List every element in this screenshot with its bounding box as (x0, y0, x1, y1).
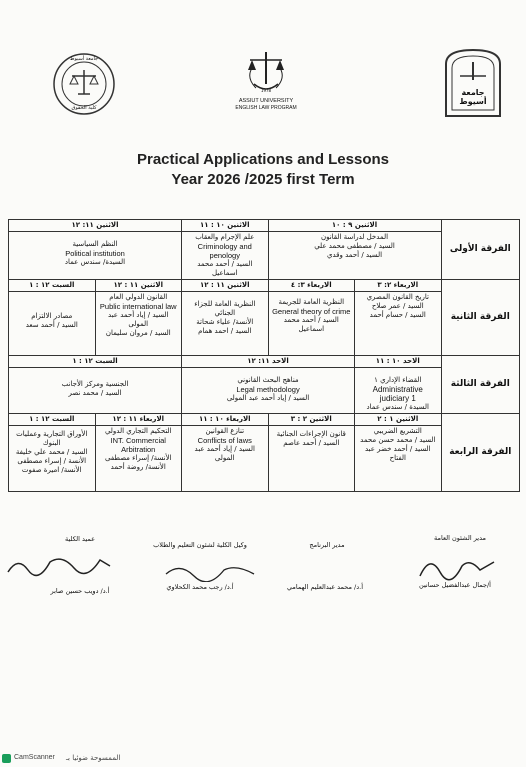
seal-bottom-text: كلية الحقوق (71, 105, 97, 111)
slot-header: الاحد ١١: ١٢ (182, 356, 355, 368)
course-cell: الأوراق التجارية وعمليات البنوك السيد / محمد علي خليفة الأنسة / إسراء مصطفى الأنسة/ اميرة صفوت (9, 426, 96, 492)
course-cell: الجنسية ومركز الأجانب السيد / محمد نصر (9, 368, 182, 414)
watermark-left-text: CamScanner (14, 754, 55, 761)
slot-header: السبت ١٢ : ١ (9, 356, 182, 368)
slot-header: الاربعاء ١٠ : ١١ (182, 414, 269, 426)
signatory-name: أ.د/ دويب حسين صابر (50, 587, 110, 595)
row-label: الفرقة الثالثة (441, 356, 519, 414)
course-cell: القضاء الإداري ١ Administrative judiciary 1 السيدة / سندس عماد (355, 368, 442, 414)
table-row (9, 280, 520, 292)
row-label: الفرقة الأولى (441, 220, 519, 280)
course-cell: النظم السياسية Political institution السيدة/ سندس عماد (9, 232, 182, 280)
course-cell: مناهج البحث القانوني Legal methodology السيد / إياد أحمد عبد المولى (182, 368, 355, 414)
slot-header: الاثنين ١٠ : ١١ (182, 220, 269, 232)
course-cell: القانون الدولي العام Public international law السيد / إياد أحمد عبد المولى السيد / مروان سليمان (95, 292, 182, 356)
page-subtitle: Year 2026 /2025 first Term (171, 171, 355, 188)
slot-header: الاثنين ١١: ١٢ (9, 220, 182, 232)
course-cell: مصادر الالتزام السيد / أحمد سعد (9, 292, 96, 356)
row-label: الفرقة الرابعة (441, 414, 519, 492)
course-cell: علم الإجرام والعقاب Criminology and penology السيد / أحمد محمد اسماعيل (182, 232, 269, 280)
slot-header: السبت ١٢ : ١ (9, 414, 96, 426)
logo-line-2: ENGLISH LAW PROGRAM (235, 105, 297, 111)
slot-header: الاربعاء ٣: ٤ (268, 280, 355, 292)
schedule-table (8, 219, 520, 492)
logo-year: 1978 (260, 88, 272, 93)
slot-header: السبت ١٢ : ١ (9, 280, 96, 292)
camscanner-icon (2, 754, 11, 763)
course-cell: التشريع الضريبي السيد / محمد حسن محمد السيد / أحمد خضر عبد الفتاح (355, 426, 442, 492)
slot-header: الاربعاء ٢: ٣ (355, 280, 442, 292)
table-row (9, 356, 520, 368)
logo-line-1: ASSIUT UNIVERSITY (238, 98, 294, 104)
slot-header: الاثنين ١ : ٢ (355, 414, 442, 426)
english-law-program-logo (226, 48, 306, 118)
slot-header: الاثنين ٩ : ١٠ (268, 220, 441, 232)
signatory-name: أ.د/ رجب محمد الكحلاوي (166, 583, 234, 591)
course-cell: قانون الإجراءات الجنائية السيد / أحمد عاصم (268, 426, 355, 492)
signatory-title: مدير البرنامج (309, 541, 345, 549)
table-row (9, 220, 520, 232)
course-cell: النظرية العامة للجريمة General theory of crime السيد / أحمد محمد اسماعيل (268, 292, 355, 356)
slot-header: الاحد ١٠ : ١١ (355, 356, 442, 368)
slot-header: الاثنين ١١ : ١٢ (95, 280, 182, 292)
slot-header: الاثنين ١١ : ١٢ (182, 280, 269, 292)
scanner-watermark (0, 752, 526, 767)
signatory-title: وكيل الكلية لشئون التعليم والطلاب (153, 541, 247, 549)
course-cell: تاريخ القانون المصري السيد / عمر صلاح السيد / حسام أحمد (355, 292, 442, 356)
course-cell: المدخل لدراسة القانون السيد / مصطفى محمد علي السيد / أحمد وقدي (268, 232, 441, 280)
faculty-seal-logo (52, 52, 116, 116)
signature-mark (4, 548, 114, 584)
watermark-right-text: الممسوحة ضوئيا بـ (66, 754, 121, 762)
signatory-name: أ/جمال عبدالفضيل حسانين (419, 581, 491, 589)
course-cell: تنازع القوانين Conflicts of laws السيد / إياد أحمد عبد المولى (182, 426, 269, 492)
signatory-title: عميد الكلية (64, 535, 96, 543)
page-title: Practical Applications and Lessons (136, 151, 390, 168)
signatory-title: مدير الشئون العامة (434, 534, 486, 542)
signature-mark (410, 548, 500, 584)
slot-header: الاثنين ٢ : ٣ (268, 414, 355, 426)
seal-top-text: جامعة أسيوط (69, 56, 99, 62)
row-label: الفرقة الثانية (441, 280, 519, 356)
course-cell: النظرية العامة للجزاء الجنائي الأنسة/ علياء شحاتة السيد / احمد همام (182, 292, 269, 356)
course-cell: التحكيم التجاري الدولي INT. Commercial Arbitration الأنسة/ إسراء مصطفى الأنسة/ روضة أحمد (95, 426, 182, 492)
signatory-name: أ.د/ محمد عبدالعليم الهمامي (286, 583, 364, 591)
slot-header: الاربعاء ١١ : ١٢ (95, 414, 182, 426)
assiut-university-logo (440, 46, 506, 118)
right-logo-text: جامعة أسيوط (459, 88, 487, 106)
signature-mark (160, 560, 260, 582)
table-row (9, 414, 520, 426)
